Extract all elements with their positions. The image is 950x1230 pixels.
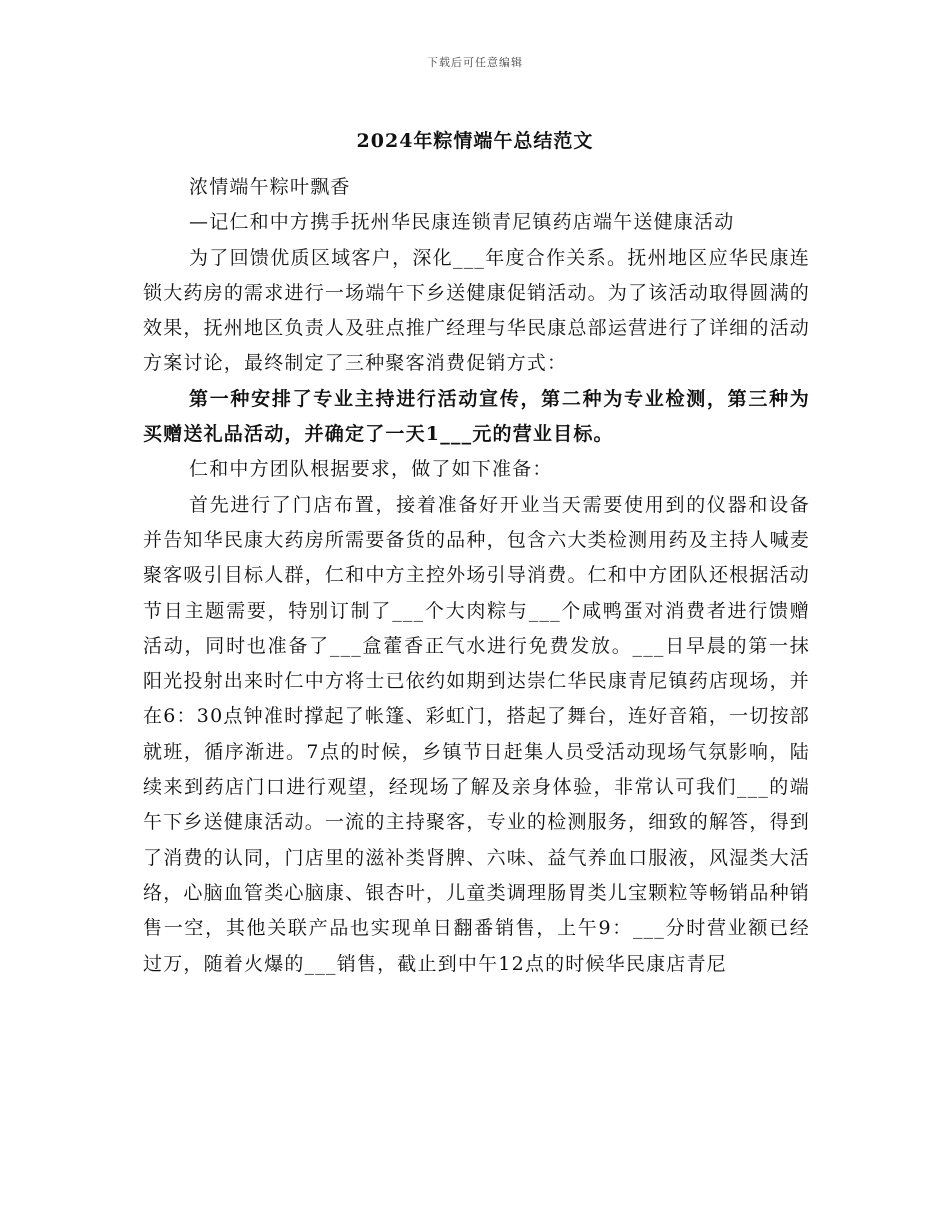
page-title: 2024年粽情端午总结范文: [356, 130, 594, 152]
byline: —记仁和中方携手抚州华民康连锁青尼镇药店端午送健康活动: [189, 211, 735, 234]
subtitle: 浓情端午粽叶飘香: [189, 176, 351, 198]
paragraph-promotion-methods: 第一种安排了专业主持进行活动宣传，第二种为专业检测，第三种为买赠送礼品活动，并确定了一天1___元的营业目标。: [143, 387, 810, 446]
paragraph-intro: 为了回馈优质区域客户，深化___年度合作关系。抚州地区应华民康连锁大药房的需求进行一场端午下乡送健康促销活动。为了该活动取得圆满的效果，抚州地区负责人及驻点推广经理与华民康总部运营进行了详细的活动方案讨论，最终制定了三种聚客消费促销方式：: [143, 246, 810, 375]
document-body: [143, 170, 810, 982]
paragraph-preparation-intro: 仁和中方团队根据要求，做了如下准备：: [189, 458, 553, 481]
paragraph-preparation-details: 首先进行了门店布置，接着准备好开业当天需要使用到的仪器和设备并告知华民康大药房所需要备货的品种，包含六大类检测用药及主持人喊麦聚客吸引目标人群，仁和中方主控外场引导消费。仁和中方团队还根据活动节日主题需要，特别订制了___个大肉粽与___个咸鸭蛋对消费者进行馈赠活动，同时也准备了___盒藿香正气水进行免费发放。___日早晨的第一抹阳光投射出来时仁中方将士已依约如期到达崇仁华民康青尼镇药店现场，并在6：30点钟准时撑起了帐篷、彩虹门，搭起了舞台，连好音箱，一切按部就班，循序渐进。7点的时候，乡镇节日赶集人员受活动现场气氛影响，陆续来到药店门口进行观望，经现场了解及亲身体验，非常认可我们___的端午下乡送健康活动。一流的主持聚客，专业的检测服务，细致的解答，得到了消费的认同，门店里的滋补类肾脾、六味、益气养血口服液，风湿类大活络，心脑血管类心脑康、银杏叶，儿童类调理肠胃类儿宝颗粒等畅销品种销售一空，其他关联产品也实现单日翻番销售，上午9：___分时营业额已经过万，随着火爆的___销售，截止到中午12点的时候华民康店青尼: [143, 493, 810, 975]
header-note: 下载后可任意编辑: [427, 56, 523, 69]
